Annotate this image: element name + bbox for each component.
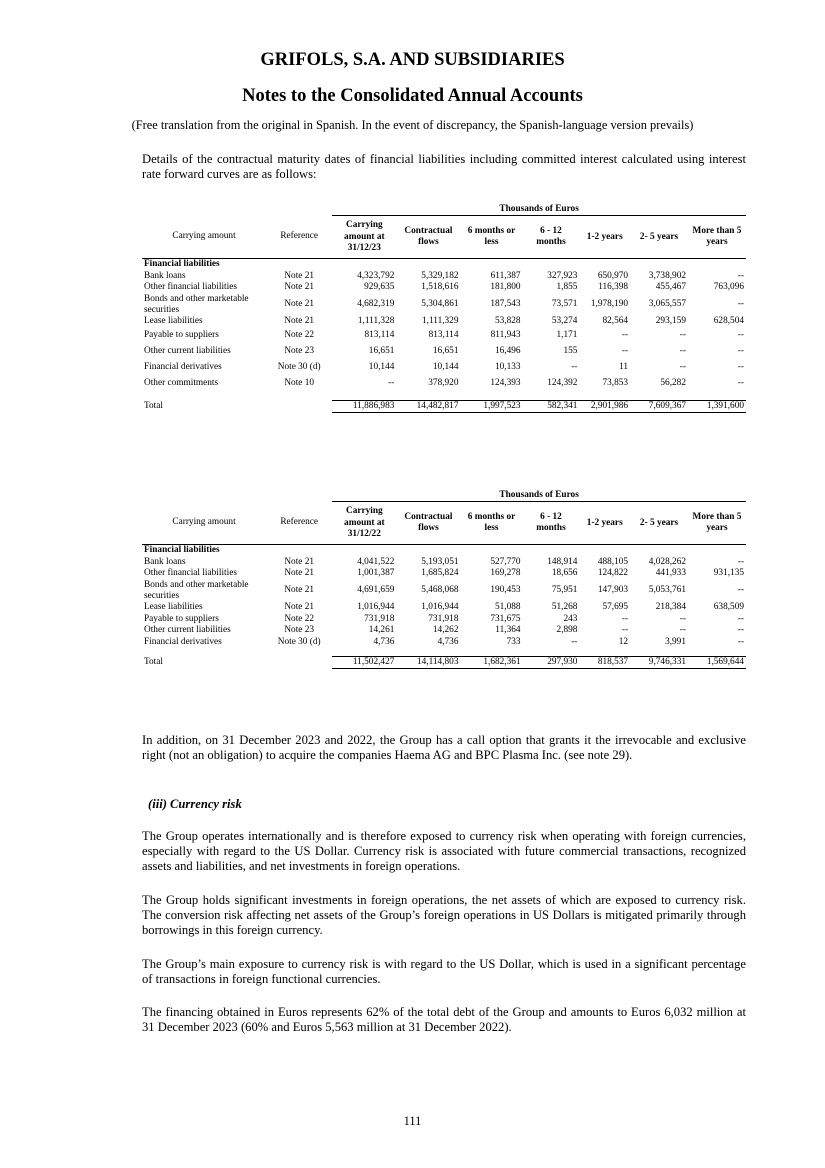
document-title: Notes to the Consolidated Annual Accounts: [242, 86, 583, 106]
value-cell: 190,453: [490, 585, 521, 596]
value-cell: 124,393: [490, 378, 521, 389]
reference-cell: Note 22: [284, 613, 315, 624]
value-cell: 82,564: [602, 316, 629, 327]
value-cell: 731,918: [364, 613, 395, 624]
translation-note: (Free translation from the original in Spanish. In the event of discrepancy, the Spanish-language version prevails): [131, 118, 694, 132]
super-header: Thousands of Euros: [332, 490, 746, 502]
total-value: 14,114,803: [396, 657, 460, 669]
value-cell: 181,800: [490, 282, 521, 293]
column-header: 2- 5 years: [630, 216, 688, 259]
spacer-cell: [142, 648, 746, 657]
table-row: [142, 316, 746, 327]
reference-cell: Note 21: [284, 568, 315, 579]
table-row: [142, 625, 746, 636]
total-value: 11,502,427: [332, 657, 396, 669]
value-cell: --: [737, 636, 744, 647]
reference-cell: Note 21: [284, 556, 315, 567]
value-cell: 1,685,824: [421, 568, 459, 579]
value-cell: 218,384: [655, 602, 686, 613]
row-label: Lease liabilities: [144, 316, 203, 327]
table-row: [142, 282, 746, 293]
section-label: Financial liabilities: [144, 545, 220, 556]
total-value: 582,341: [523, 400, 580, 412]
maturity-table-2022: [142, 490, 746, 669]
column-header: Carrying amount at 31/12/23: [332, 216, 396, 259]
column-header: 2- 5 years: [630, 502, 688, 545]
total-value: [266, 657, 332, 669]
value-cell: 1,111,329: [421, 316, 459, 327]
value-cell: 16,651: [432, 346, 459, 357]
spacer-row: [142, 648, 746, 657]
value-cell: 1,111,328: [357, 316, 395, 327]
reference-cell: Note 21: [284, 602, 315, 613]
total-value: 9,746,331: [630, 657, 688, 669]
column-header: Carrying amount at 31/12/22: [332, 502, 396, 545]
row-label: Other current liabilities: [144, 346, 231, 357]
table-row: [142, 376, 746, 392]
row-label: Bonds and other marketable securities: [144, 579, 249, 602]
total-value: 2,901,986: [579, 400, 630, 412]
blank-cell: [142, 204, 266, 216]
value-cell: --: [737, 299, 744, 310]
value-cell: --: [737, 346, 744, 357]
row-label: Other financial liabilities: [144, 568, 237, 579]
value-cell: --: [737, 378, 744, 389]
reference-cell: Note 21: [284, 316, 315, 327]
row-label: Bonds and other marketable securities: [144, 293, 249, 316]
table-row: [142, 602, 746, 613]
value-cell: 1,855: [556, 282, 578, 293]
row-label: Lease liabilities: [144, 602, 203, 613]
value-cell: 11,364: [495, 625, 521, 636]
table-row: [142, 344, 746, 360]
value-cell: 4,736: [373, 636, 395, 647]
spacer-cell: [142, 392, 746, 401]
value-cell: 2,898: [556, 625, 578, 636]
reference-cell: Note 21: [284, 270, 315, 281]
spacer-row: [142, 392, 746, 401]
total-value: 7,609,367: [630, 400, 688, 412]
value-cell: --: [737, 625, 744, 636]
total-value: 14,482,817: [396, 400, 460, 412]
table-row: [142, 294, 746, 317]
total-label: Total: [144, 400, 163, 411]
value-cell: 4,691,659: [357, 585, 395, 596]
value-cell: --: [621, 625, 629, 636]
value-cell: --: [571, 362, 578, 373]
table-row: [142, 568, 746, 579]
value-cell: 56,282: [660, 378, 686, 389]
total-value: 1,682,361: [460, 657, 522, 669]
value-cell: 293,159: [655, 316, 686, 327]
value-cell: 1,171: [556, 330, 578, 341]
value-cell: 638,509: [713, 602, 744, 613]
table-row: [142, 271, 746, 282]
total-value: 1,569,644: [688, 657, 746, 669]
total-row: [142, 657, 746, 669]
column-header: Contractual flows: [396, 502, 460, 545]
value-cell: 733: [506, 636, 521, 647]
row-label: Bank loans: [144, 270, 186, 281]
value-cell: 73,571: [551, 299, 578, 310]
value-cell: 14,262: [432, 625, 459, 636]
row-label: Payable to suppliers: [144, 613, 219, 624]
value-cell: 5,304,861: [421, 299, 459, 310]
column-header: 6 months or less: [460, 502, 522, 545]
table-row: [142, 614, 746, 625]
row-label: Other commitments: [144, 378, 219, 389]
value-cell: 4,323,792: [357, 270, 395, 281]
value-cell: 124,392: [547, 378, 578, 389]
value-cell: 155: [563, 346, 578, 357]
value-cell: 527,770: [490, 556, 521, 567]
value-cell: 12: [618, 636, 629, 647]
value-cell: 931,135: [713, 568, 744, 579]
value-cell: 488,105: [597, 556, 629, 567]
value-cell: 53,828: [494, 316, 521, 327]
company-title: GRIFOLS, S.A. AND SUBSIDIARIES: [260, 50, 565, 70]
value-cell: --: [737, 585, 744, 596]
column-header: More than 5 years: [688, 216, 746, 259]
column-header: 6 months or less: [460, 216, 522, 259]
value-cell: 1,016,944: [357, 602, 395, 613]
value-cell: 3,991: [665, 636, 686, 647]
table-row: [142, 360, 746, 376]
blank-cell: [266, 490, 332, 502]
value-cell: --: [737, 270, 744, 281]
value-cell: 5,329,182: [421, 270, 459, 281]
currency-risk-heading: (iii) Currency risk: [148, 797, 242, 811]
reference-cell: Note 23: [284, 346, 315, 357]
value-cell: 1,518,616: [421, 282, 459, 293]
column-header: 6 - 12 months: [523, 216, 580, 259]
row-label: Payable to suppliers: [144, 330, 219, 341]
row-label: Other current liabilities: [144, 625, 231, 636]
super-header: Thousands of Euros: [332, 204, 746, 216]
value-cell: 147,903: [597, 585, 629, 596]
value-cell: 53,274: [551, 316, 578, 327]
section-label: Financial liabilities: [144, 259, 220, 270]
reference-cell: Note 21: [284, 299, 315, 310]
value-cell: 14,261: [368, 625, 395, 636]
reference-cell: Note 21: [284, 585, 315, 596]
value-cell: --: [621, 613, 629, 624]
column-header: Contractual flows: [396, 216, 460, 259]
value-cell: --: [737, 613, 744, 624]
value-cell: 51,268: [551, 602, 578, 613]
value-cell: 4,682,319: [357, 299, 395, 310]
column-header: 1-2 years: [579, 216, 630, 259]
value-cell: --: [679, 625, 686, 636]
blank-cell: [266, 204, 332, 216]
table-row: [142, 637, 746, 648]
value-cell: 1,016,944: [421, 602, 459, 613]
value-cell: 813,114: [428, 330, 459, 341]
reference-cell: Note 21: [284, 282, 315, 293]
value-cell: 124,822: [597, 568, 629, 579]
value-cell: 1,001,387: [357, 568, 395, 579]
reference-cell: Note 30 (d): [277, 362, 321, 373]
value-cell: 3,065,557: [648, 299, 686, 310]
value-cell: 4,028,262: [648, 556, 686, 567]
total-value: 11,886,983: [332, 400, 396, 412]
total-value: 1,391,600: [688, 400, 746, 412]
value-cell: 73,853: [602, 378, 629, 389]
value-cell: 611,387: [490, 270, 521, 281]
super-header-row: [142, 204, 746, 216]
row-label: Other financial liabilities: [144, 282, 237, 293]
value-cell: --: [571, 636, 578, 647]
table-row: [142, 580, 746, 603]
value-cell: 1,978,190: [590, 299, 629, 310]
value-cell: 455,467: [655, 282, 686, 293]
reference-cell: Note 10: [284, 378, 315, 389]
value-cell: --: [679, 346, 686, 357]
total-value: [266, 400, 332, 412]
total-value: 1,997,523: [460, 400, 522, 412]
value-cell: 10,144: [368, 362, 395, 373]
value-cell: 650,970: [597, 270, 629, 281]
reference-cell: Note 23: [284, 625, 315, 636]
value-cell: 3,738,902: [648, 270, 686, 281]
value-cell: 929,635: [364, 282, 395, 293]
value-cell: 5,053,761: [648, 585, 686, 596]
value-cell: --: [737, 556, 744, 567]
value-cell: --: [679, 330, 686, 341]
row-label: Financial derivatives: [144, 636, 222, 647]
super-header-row: [142, 490, 746, 502]
value-cell: 813,114: [364, 330, 395, 341]
value-cell: 18,656: [551, 568, 578, 579]
total-label: Total: [144, 657, 163, 668]
call-option-paragraph: In addition, on 31 December 2023 and 2022, the Group has a call option that grants it the irrevocable and exclusive right (not an obligation) to acquire the companies Haema AG and BPC Plasma Inc. (see note 29).: [142, 733, 746, 762]
value-cell: 187,543: [490, 299, 521, 310]
value-cell: 10,133: [494, 362, 521, 373]
total-value: 297,930: [523, 657, 580, 669]
value-cell: --: [737, 362, 744, 373]
column-header: Carrying amount: [142, 216, 266, 259]
table-row: [142, 557, 746, 568]
value-cell: 731,918: [428, 613, 459, 624]
value-cell: --: [679, 362, 686, 373]
table-row: [142, 328, 746, 344]
column-header: 1-2 years: [579, 502, 630, 545]
currency-paragraph-1: The Group operates internationally and is therefore exposed to currency risk when operating with foreign currencies, especially with regard to the US Dollar. Currency risk is associated with future commercial transactions, recognized assets and liabilities, and net investments in foreign operations.: [142, 829, 746, 873]
section-header-row: [142, 545, 746, 557]
value-cell: --: [388, 378, 395, 389]
column-header-row: [142, 216, 746, 259]
maturity-table-2023: [142, 204, 746, 413]
value-cell: 75,951: [551, 585, 578, 596]
value-cell: 628,504: [713, 316, 744, 327]
blank-cell: [142, 490, 266, 502]
value-cell: 763,096: [713, 282, 744, 293]
section-header-row: [142, 259, 746, 271]
total-row: [142, 400, 746, 412]
value-cell: 5,193,051: [421, 556, 459, 567]
reference-cell: Note 30 (d): [277, 636, 321, 647]
value-cell: --: [621, 346, 629, 357]
value-cell: 243: [563, 613, 578, 624]
page-number: 111: [403, 1114, 422, 1128]
value-cell: 4,041,522: [357, 556, 395, 567]
currency-paragraph-3: The Group’s main exposure to currency risk is with regard to the US Dollar, which is used in a significant percentage of transactions in foreign functional currencies.: [142, 957, 746, 986]
value-cell: 4,736: [437, 636, 459, 647]
value-cell: 441,933: [655, 568, 686, 579]
value-cell: 16,496: [494, 346, 521, 357]
column-header-row: [142, 502, 746, 545]
row-label: Financial derivatives: [144, 362, 222, 373]
value-cell: --: [621, 330, 629, 341]
value-cell: 16,651: [368, 346, 395, 357]
value-cell: 11: [619, 362, 629, 373]
value-cell: 327,923: [547, 270, 578, 281]
value-cell: 169,278: [490, 568, 521, 579]
intro-paragraph: Details of the contractual maturity dates of financial liabilities including committed interest calculated using interest rate forward curves are as follows:: [142, 152, 746, 181]
value-cell: 51,088: [494, 602, 521, 613]
column-header: Reference: [266, 502, 332, 545]
value-cell: --: [737, 330, 744, 341]
column-header: More than 5 years: [688, 502, 746, 545]
value-cell: --: [679, 613, 686, 624]
value-cell: 5,468,068: [421, 585, 459, 596]
value-cell: 10,144: [432, 362, 459, 373]
currency-paragraph-2: The Group holds significant investments in foreign operations, the net assets of which are exposed to currency risk. The conversion risk affecting net assets of the Group’s foreign operations in US Dollars is mitigated primarily through borrowings in this foreign currency.: [142, 893, 746, 937]
value-cell: 116,398: [598, 282, 629, 293]
column-header: Reference: [266, 216, 332, 259]
value-cell: 57,695: [602, 602, 629, 613]
value-cell: 811,943: [490, 330, 521, 341]
value-cell: 148,914: [547, 556, 578, 567]
currency-paragraph-4: The financing obtained in Euros represents 62% of the total debt of the Group and amounts to Euros 6,032 million at 31 December 2023 (60% and Euros 5,563 million at 31 December 2022).: [142, 1005, 746, 1034]
total-value: 818,537: [579, 657, 630, 669]
value-cell: 378,920: [428, 378, 459, 389]
column-header: Carrying amount: [142, 502, 266, 545]
column-header: 6 - 12 months: [523, 502, 580, 545]
row-label: Bank loans: [144, 556, 186, 567]
reference-cell: Note 22: [284, 330, 315, 341]
value-cell: 731,675: [490, 613, 521, 624]
